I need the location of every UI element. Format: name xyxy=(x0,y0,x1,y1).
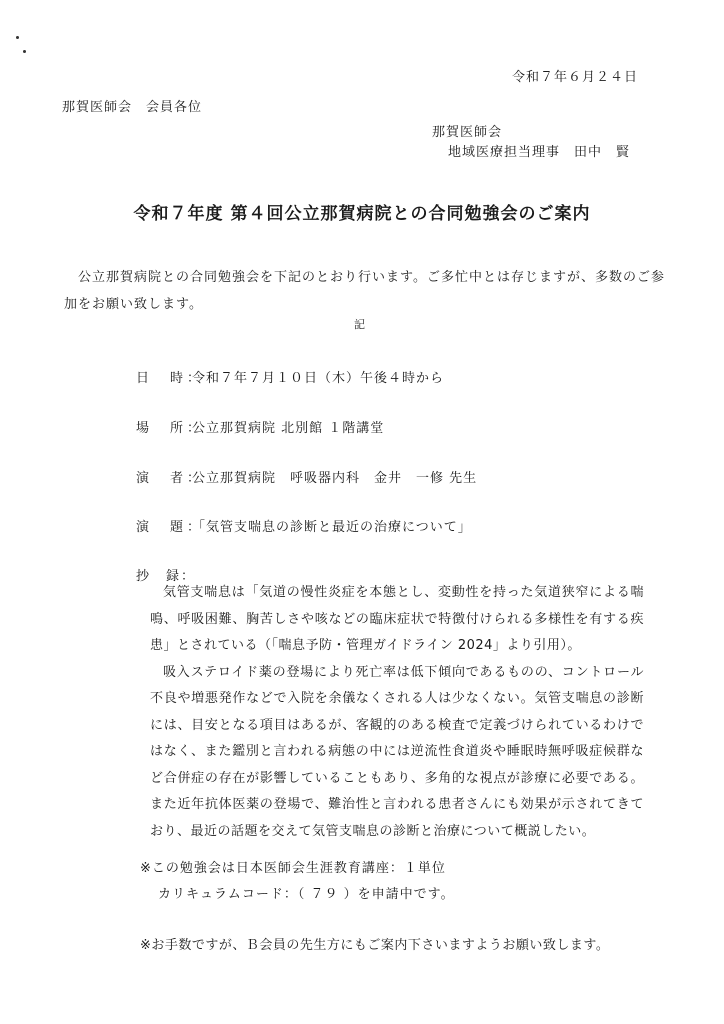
abstract-paragraph: 気管支喘息は「気道の慢性炎症を本態とし、変動性を持った気道狭窄による喘鳴、呼吸困難、胸苦しさや咳などの臨床症状で特徴付けられる多様性を有する疾患」とされている（「喘息予防・管理ガイドライン 2024」より引用）。 xyxy=(150,585,644,653)
abstract-body xyxy=(150,580,644,845)
scan-speck xyxy=(23,50,26,53)
place-row xyxy=(136,417,384,436)
recipient-line: 那賀医師会 会員各位 xyxy=(62,100,203,115)
document-date: 令和７年６月２４日 xyxy=(511,70,638,85)
ki-heading: 記 xyxy=(354,318,365,331)
sender-person: 地域医療担当理事 田中 賢 xyxy=(447,145,630,160)
datetime-label: 日 時： xyxy=(136,371,205,386)
speaker-label: 演 者： xyxy=(136,471,205,486)
topic-row xyxy=(136,516,472,535)
credit-line-1: ※この勉強会は日本医師会生涯教育講座：１単位 xyxy=(140,861,446,876)
scan-speck xyxy=(16,36,19,39)
credit-note xyxy=(140,856,455,908)
footnote: ※お手数ですが、Ｂ会員の先生方にもご案内下さいますようお願い致します。 xyxy=(140,938,610,953)
speaker-value: 公立那賀病院 呼吸器内科 金井 一修 先生 xyxy=(192,471,478,486)
abstract-label: 抄 録： xyxy=(136,569,197,584)
sender-organization: 那賀医師会 xyxy=(432,125,503,140)
document-title: 令和７年度 第４回公立那賀病院との合同勉強会のご案内 xyxy=(133,204,591,224)
datetime-value: 令和７年７月１０日（木）午後４時から xyxy=(192,371,445,386)
topic-label: 演 題： xyxy=(136,520,205,535)
place-value: 公立那賀病院 北別館 １階講堂 xyxy=(192,421,385,436)
abstract-paragraph: 吸入ステロイド薬の登場により死亡率は低下傾向であるものの、コントロール不良や増悪発作などで入院を余儀なくされる人は少なくない。気管支喘息の診断には、目安となる項目はあるが、客観的のある検査で定義づけられているわけではなく、また鑑別と言われる病態の中には逆流性食道炎や睡眠時無呼吸症候群など合併症の存在が影響していることもあり、多角的な視点が診療に必要である。また近年抗体医薬の登場で、難治性と言われる患者さんにも効果が示されてきており、最近の話題を交えて気管支喘息の診断と治療について概説したい。 xyxy=(150,664,644,839)
speaker-row xyxy=(136,467,477,486)
datetime-row xyxy=(136,367,444,386)
intro-paragraph: 公立那賀病院との合同勉強会を下記のとおり行います。ご多忙中とは存じますが、多数のご参加をお願い致します。 xyxy=(64,270,665,312)
curriculum-code-line: カリキュラムコード：（ ７９ ）を申請中です。 xyxy=(158,887,455,902)
place-label: 場 所： xyxy=(136,421,205,436)
topic-value: 「気管支喘息の診断と最近の治療について」 xyxy=(192,520,472,535)
